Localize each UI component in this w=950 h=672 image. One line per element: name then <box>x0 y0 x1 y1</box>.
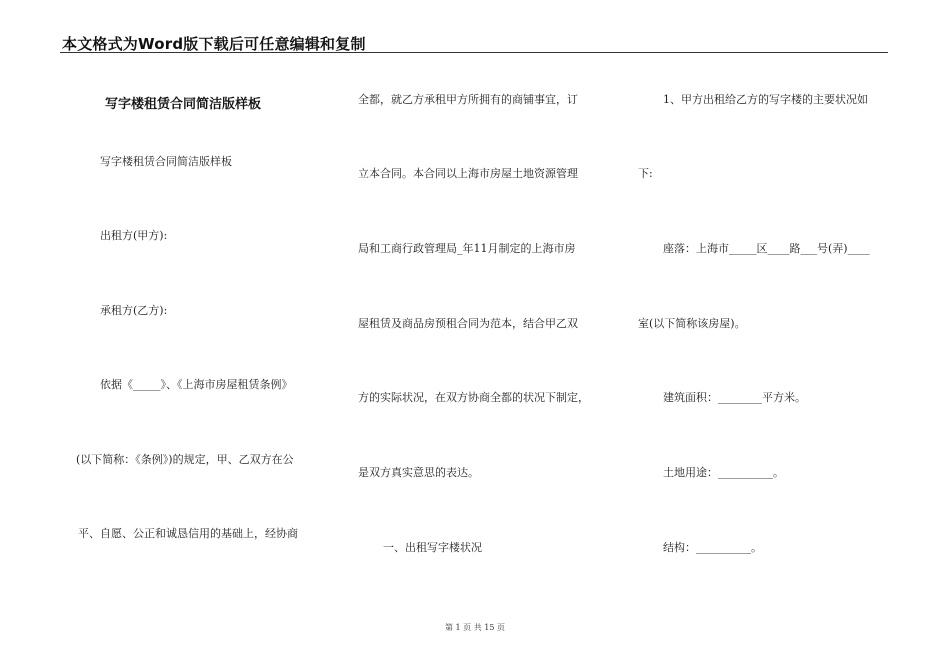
document-heading: 写字楼租赁合同简洁版样板 <box>105 97 262 112</box>
col1-line: 写字楼租赁合同简洁版样板 <box>100 155 232 168</box>
col1-line: 承租方(乙方): <box>100 304 168 317</box>
col1-line: 依据《_____》、《上海市房屋租赁条例》 <box>100 378 293 391</box>
col3-line: 结构：__________。 <box>663 541 762 554</box>
col2-line: 一、出租写字楼状况 <box>383 541 482 554</box>
col3-line: 室(以下简称该房屋)。 <box>638 317 746 330</box>
col2-line: 屋租赁及商品房预租合同为范本，结合甲乙双 <box>358 317 578 330</box>
header-divider <box>60 52 888 53</box>
col1-line: (以下简称：《条例》)的规定，甲、乙双方在公 <box>76 453 294 466</box>
page-number: 第 1 页 共 15 页 <box>445 623 505 632</box>
col1-line: 出租方(甲方): <box>100 229 168 242</box>
col3-line: 下: <box>638 167 653 180</box>
col2-line: 局和工商行政管理局_年11月制定的上海市房 <box>358 242 576 255</box>
col3-line: 土地用途：__________。 <box>663 466 784 479</box>
col3-line: 1、甲方出租给乙方的写字楼的主要状况如 <box>663 93 868 106</box>
col2-line: 方的实际状况，在双方协商全都的状况下制定， <box>358 391 589 404</box>
col1-line: 平、自愿、公正和诚恳信用的基础上，经协商 <box>78 527 298 540</box>
col2-line: 是双方真实意思的表达。 <box>358 466 479 479</box>
col3-line: 建筑面积：________平方米。 <box>663 391 806 404</box>
col2-line: 全都，就乙方承租甲方所拥有的商铺事宜，订 <box>358 93 578 106</box>
header-title: 本文格式为Word版下载后可任意编辑和复制 <box>62 35 366 53</box>
col2-line: 立本合同。本合同以上海市房屋土地资源管理 <box>358 167 578 180</box>
col3-line: 座落：上海市_____区____路___号(弄)____ <box>663 242 870 255</box>
